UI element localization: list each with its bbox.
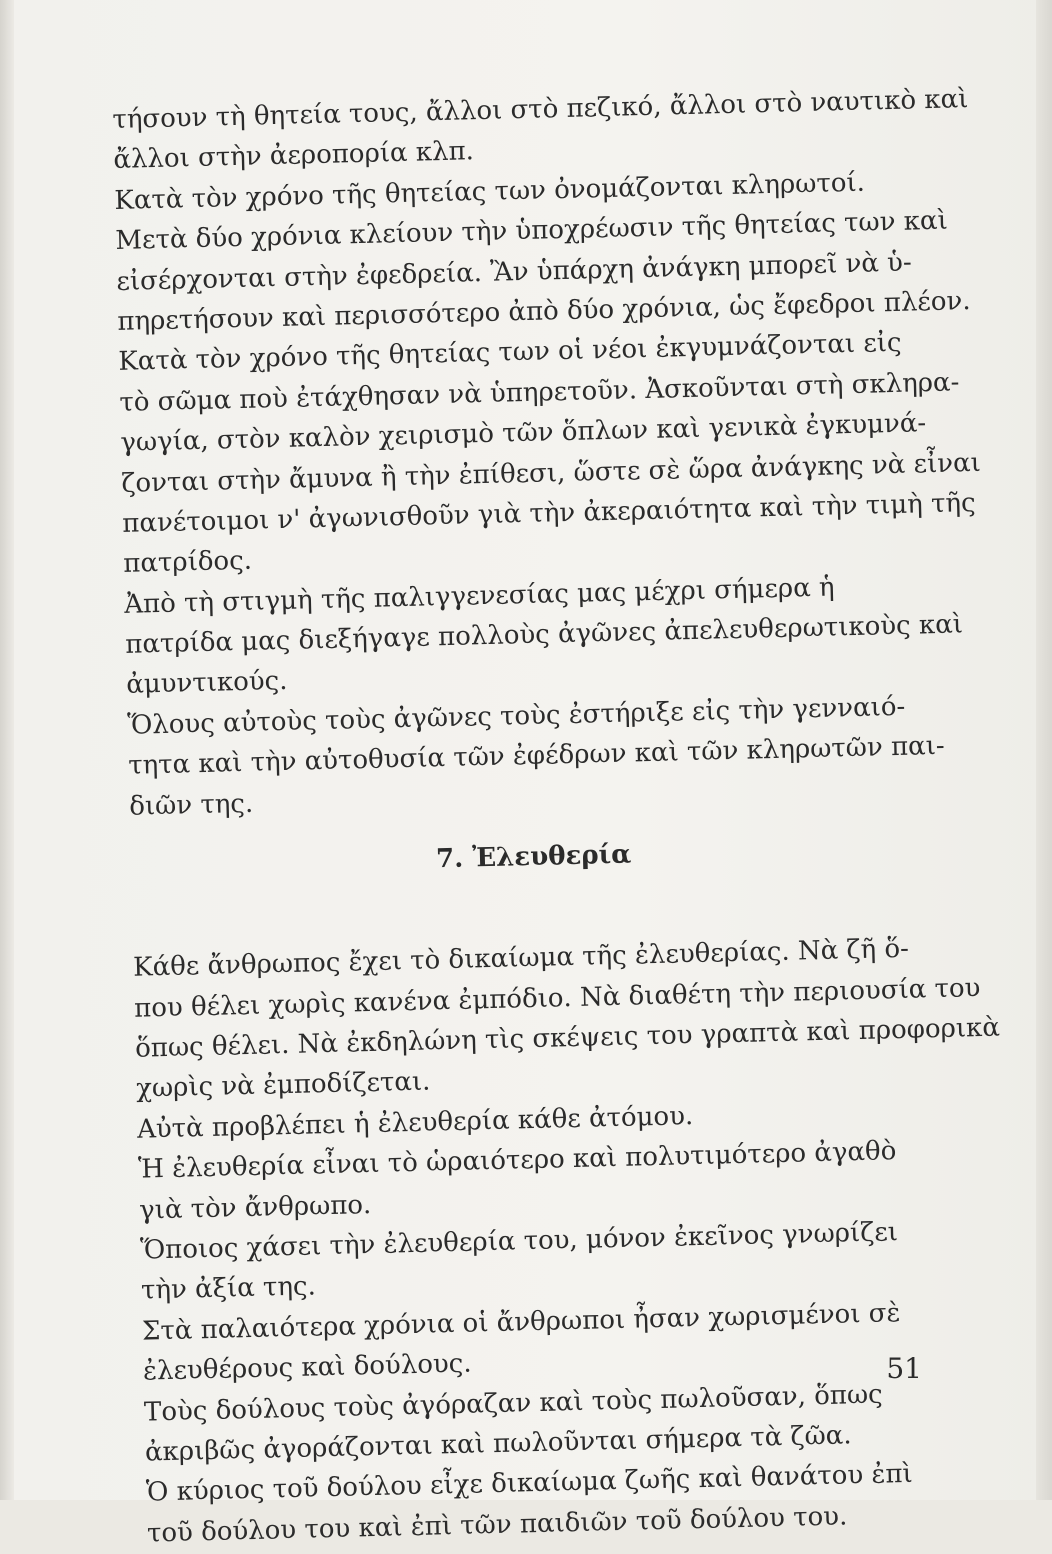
text-line: Μετὰ δύο χρόνια κλείουν τὴν ὑποχρέωσιν τῆς θητείας των καὶ [115,205,949,257]
text-line: εἰσέρχονται στὴν ἐφεδρεία. Ἂν ὑπάρχη ἀνάγκη μπορεῖ νὰ ὑ- [116,247,913,297]
text-line: ἐλευθέρους καὶ δούλους. [142,1348,472,1387]
text-line: ἀκριβῶς ἀγοράζονται καὶ πωλοῦνται σήμερα τὰ ζῶα. [144,1420,852,1468]
section-heading: 7. Ἐλευθερία [435,839,632,875]
section-military-service [112,80,982,827]
text-line: γωγία, στὸν καλὸν χειρισμὸ τῶν ὅπλων καὶ γενικὰ ἐγκυμνά- [120,408,927,459]
text-line: Ἡ ἐλευθερία εἶναι τὸ ὡραιότερο καὶ πολυτιμότερο ἀγαθὸ [137,1136,897,1185]
text-line: ἀμυντικούς. [125,666,288,701]
text-line: ἄλλοι στὴν ἀεροπορία κλπ. [113,136,475,176]
page-number: 51 [886,1352,922,1385]
text-line: τήσουν τὴ θητεία τους, ἄλλοι στὸ πεζικό, ἄλλοι στὸ ναυτικὸ καὶ [112,84,969,135]
text-line: πατρίδος. [122,546,253,580]
text-line: Αὐτὰ προβλέπει ἡ ἐλευθερία κάθε ἀτόμου. [136,1100,694,1145]
text-line: Κατὰ τὸν χρόνο τῆς θητείας των ὀνομάζονται κληρωτοί. [114,167,866,216]
text-line: πηρετήσουν καὶ περισσότερο ἀπὸ δύο χρόνια, ὡς ἔφεδροι πλέον. [117,286,971,337]
text-line: τητα καὶ τὴν αὐτοθυσία τῶν ἐφέδρων καὶ τῶν κληρωτῶν παι- [127,731,945,782]
binding-edge [0,0,14,1500]
text-line: που θέλει χωρὶς κανένα ἐμπόδιο. Νὰ διαθέτη τὴν περιουσία του [133,972,981,1024]
text-line: τὸ σῶμα ποὺ ἐτάχθησαν νὰ ὑπηρετοῦν. Ἀσκοῦνται στὴ σκληρα- [119,367,960,418]
text-line: πανέτοιμοι ν' ἀγωνισθοῦν γιὰ τὴν ἀκεραιότητα καὶ τὴν τιμὴ τῆς [121,487,976,539]
text-line: Ἀπὸ τὴ στιγμὴ τῆς παλιγγενεσίας μας μέχρι σήμερα ἡ [123,572,835,620]
text-line: Στὰ παλαιότερα χρόνια οἱ ἄνθρωποι ἦσαν χωρισμένοι σὲ [141,1297,901,1347]
text-line: Κατὰ τὸν χρόνο τῆς θητείας των οἱ νέοι ἐκγυμνάζονται εἰς [118,328,902,378]
text-line: Τοὺς δούλους τοὺς ἀγόραζαν καὶ τοὺς πωλοῦσαν, ὅπως [143,1379,884,1428]
text-line: Ὅποιος χάσει τὴν ἐλευθερία του, μόνον ἐκεῖνος γνωρίζει [139,1217,899,1266]
text-line: ὅπως θέλει. Νὰ ἐκδηλώνη τὶς σκέψεις του γραπτὰ καὶ προφορικὰ [134,1012,1001,1064]
text-line: γιὰ τὸν ἄνθρωπο. [138,1189,372,1226]
text-line: πατρίδα μας διεξήγαγε πολλοὺς ἀγῶνες ἀπελευθερωτικοὺς καὶ [124,609,964,660]
text-line: χωρὶς νὰ ἐμποδίζεται. [135,1066,431,1105]
text-line: διῶν της. [128,788,254,822]
text-line: Κάθε ἄνθρωπος ἔχει τὸ δικαίωμα τῆς ἐλευθερίας. Νὰ ζῆ ὅ- [132,934,910,983]
text-line: ζονται στὴν ἄμυνα ἢ τὴν ἐπίθεσι, ὥστε σὲ ὥρα ἀνάγκης νὰ εἶναι [121,447,982,499]
text-line: Ὁ κύριος τοῦ δούλου εἶχε δικαίωμα ζωῆς καὶ θανάτου ἐπὶ [145,1459,914,1508]
text-line: τοῦ δούλου του καὶ ἐπὶ τῶν παιδιῶν τοῦ δούλου του. [146,1501,848,1549]
section-freedom [132,928,1001,1553]
page-edge [1036,0,1052,1500]
page-text [112,80,1001,1553]
text-line: τὴν ἀξία της. [140,1271,317,1306]
text-line: Ὅλους αὐτοὺς τοὺς ἀγῶνες τοὺς ἐστήριξε εἰς τὴν γενναιό- [126,691,906,741]
